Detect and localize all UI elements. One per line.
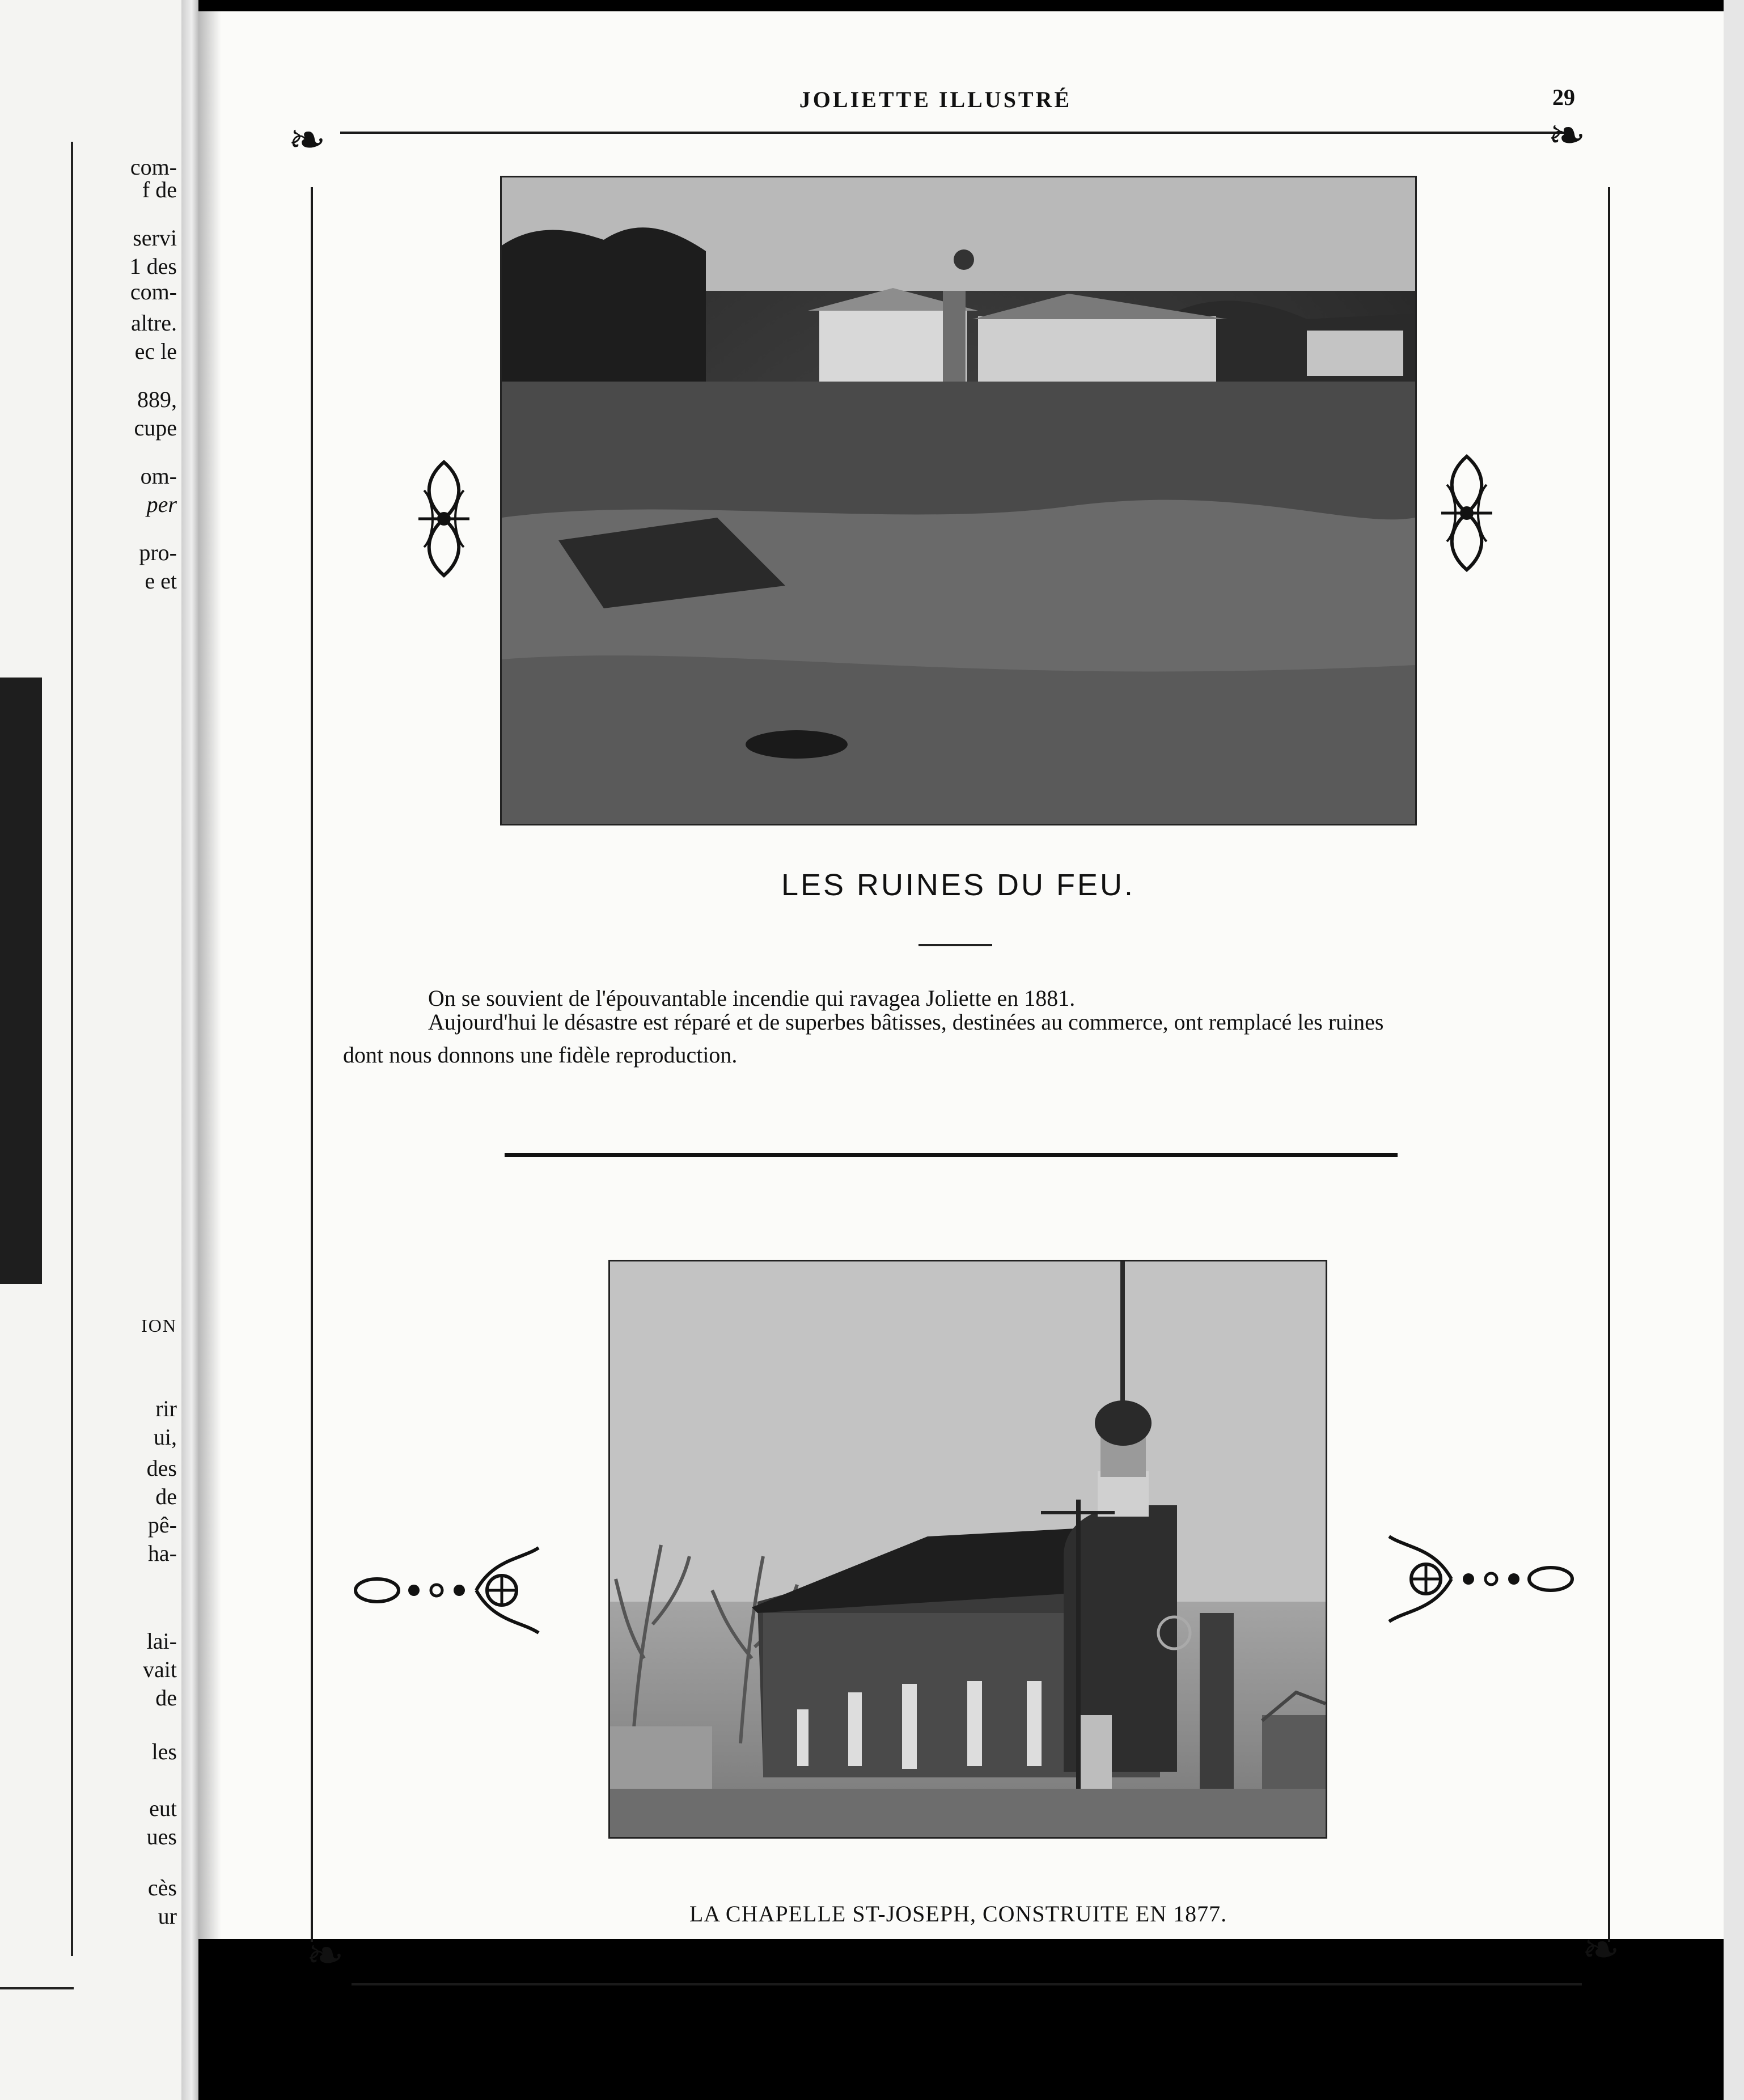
left-page-text-fragment: com- (130, 154, 177, 180)
left-page-text-fragment: pê- (147, 1512, 177, 1538)
left-page-text-fragment: rir (155, 1396, 177, 1421)
left-page-text-fragment: les (151, 1739, 177, 1764)
left-page-text-fragment: cupe (134, 415, 177, 441)
left-page-text-fragment: ha- (147, 1540, 177, 1566)
left-page-text-fragment: de (155, 1484, 177, 1509)
ruins-paragraph-line: dont nous donnons une fidèle reproduction. (343, 1042, 738, 1068)
left-page-text-fragment: per (146, 492, 177, 517)
corner-flourish-icon: ❧ (1548, 111, 1586, 161)
page-number: 29 (1552, 84, 1575, 110)
ruins-paragraph-line: On se souvient de l'épouvantable incendie qui ravagea Joliette en 1881. (428, 985, 1076, 1011)
frame-top-line (340, 132, 1565, 134)
ruins-paragraph-line: Aujourd'hui le désastre est réparé et de superbes bâtisses, destinées au commerce, ont remplacé les ruines (428, 1009, 1384, 1035)
left-page-text-fragment: f de (142, 177, 177, 202)
left-facing-page (0, 0, 181, 2100)
frame-right-line (1608, 187, 1610, 1942)
title-rule (918, 944, 992, 946)
ruins-photograph (500, 176, 1417, 825)
left-page-text-fragment: des (146, 1455, 177, 1481)
corner-flourish-icon: ❧ (1582, 1925, 1620, 1975)
left-page-text-fragment: com- (130, 279, 177, 304)
left-page-text-fragment: ec le (134, 338, 177, 364)
left-page-text-fragment: 889, (137, 387, 177, 412)
palmette-ornament-icon (413, 456, 475, 581)
left-page-text-fragment: 1 des (129, 253, 177, 279)
horizontal-ornament-icon (1378, 1531, 1576, 1627)
running-title: JOLIETTE ILLUSTRÉ (799, 87, 1072, 112)
gutter-shadow (198, 11, 221, 1939)
ruins-title: LES RUINES DU FEU. (781, 868, 1136, 902)
left-page-text-fragment: lai- (146, 1628, 177, 1654)
left-page-text-fragment: vait (143, 1657, 177, 1682)
section-separator (505, 1153, 1398, 1157)
corner-flourish-icon: ❧ (306, 1931, 345, 1981)
left-page-text-fragment: om- (140, 463, 177, 489)
frame-bottom-line (352, 1983, 1582, 1985)
left-page-text-fragment: servi (133, 225, 177, 251)
page-edge (1724, 0, 1744, 2100)
left-page-text-fragment: ui, (153, 1424, 177, 1450)
left-page-text-fragment: e et (145, 568, 177, 594)
left-page-photo-fragment (0, 678, 42, 1284)
chapel-caption: LA CHAPELLE ST-JOSEPH, CONSTRUITE EN 1877. (689, 1901, 1227, 1927)
left-page-text-fragment: de (155, 1685, 177, 1711)
left-page-text-fragment: cès (147, 1875, 177, 1900)
book-spine (181, 0, 198, 2100)
left-page-text-fragment: ues (146, 1824, 177, 1849)
chapel-photograph (608, 1260, 1327, 1839)
left-page-text-fragment: pro- (139, 540, 177, 565)
left-page-text-fragment: eut (149, 1796, 177, 1821)
palmette-ornament-icon (1436, 451, 1498, 575)
left-page-text-fragment: altre. (130, 310, 177, 336)
horizontal-ornament-icon (352, 1542, 550, 1638)
corner-flourish-icon: ❧ (288, 116, 327, 166)
left-page-caption-fragment: ION (141, 1315, 177, 1336)
frame-left-line (311, 187, 313, 1942)
left-page-text-fragment: ur (158, 1903, 177, 1929)
left-page-frame-line (0, 1987, 74, 1989)
